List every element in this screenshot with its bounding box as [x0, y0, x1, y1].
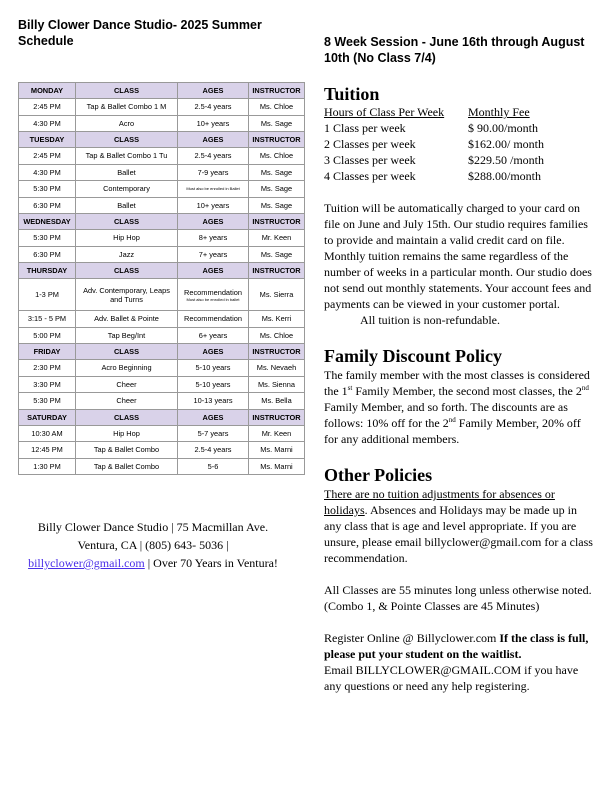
day-header-row [19, 409, 305, 425]
class-row [19, 327, 305, 344]
ages-value: 2.5-4 years [194, 102, 232, 112]
ages-column-header: AGES [178, 214, 249, 230]
class-row [19, 197, 305, 214]
studio-phone: Ventura, CA | (805) 643- 5036 | [77, 538, 229, 552]
instructor-name: Ms. Sage [249, 115, 305, 132]
class-ages [178, 246, 249, 263]
ages-value: 2.5-4 years [194, 151, 232, 161]
class-ages [178, 311, 249, 328]
contact-note: Email BILLYCLOWER@GMAIL.COM if you have any questions or need any help registering. [324, 663, 579, 693]
tuition-heading: Tuition [324, 84, 380, 104]
class-time: 2:45 PM [19, 148, 76, 165]
ages-value: 5-6 [207, 461, 219, 471]
instructor-name: Ms. Sage [249, 164, 305, 181]
fee-row: 4 Classes per week $288.00/month [324, 169, 542, 183]
class-ages [178, 425, 249, 442]
class-column-header: CLASS [76, 83, 178, 99]
other-policies-heading: Other Policies [324, 465, 433, 485]
class-row [19, 442, 305, 459]
class-name: Acro [76, 115, 178, 132]
class-name: Adv. Contemporary, Leaps and Turns [76, 279, 178, 311]
class-time: 3:30 PM [19, 376, 76, 393]
class-row [19, 230, 305, 247]
studio-contact [18, 518, 288, 572]
instructor-name: Ms. Marni [249, 442, 305, 459]
day-name: FRIDAY [19, 344, 76, 360]
class-ages [178, 327, 249, 344]
ages-value: 7-9 years [197, 167, 229, 177]
day-header-row [19, 83, 305, 99]
class-time: 3:15 - 5 PM [19, 311, 76, 328]
class-column-header: CLASS [76, 132, 178, 148]
schedule-table [18, 82, 305, 475]
studio-email-link[interactable]: billyclower@gmail.com [28, 556, 145, 570]
fee-table-header [324, 104, 544, 120]
class-name: Adv. Ballet & Pointe [76, 311, 178, 328]
class-ages [178, 279, 249, 311]
instructor-column-header: INSTRUCTOR [249, 132, 305, 148]
class-name: Tap & Ballet Combo 1 M [76, 99, 178, 116]
day-name: WEDNESDAY [19, 214, 76, 230]
ages-column-header: AGES [178, 83, 249, 99]
class-ages [178, 230, 249, 247]
class-time: 5:30 PM [19, 393, 76, 410]
class-name: Acro Beginning [76, 360, 178, 377]
class-row [19, 311, 305, 328]
class-time: 5:30 PM [19, 181, 76, 198]
class-row [19, 458, 305, 475]
class-name: Cheer [76, 393, 178, 410]
class-ages [178, 181, 249, 198]
class-row [19, 376, 305, 393]
page-title: Billy Clower Dance Studio- 2025 Summer Schedule [18, 18, 262, 48]
ages-value: 10+ years [196, 200, 230, 210]
ages-value: 7+ years [198, 249, 228, 259]
ages-value: 10+ years [196, 118, 230, 128]
instructor-column-header: INSTRUCTOR [249, 83, 305, 99]
class-row [19, 360, 305, 377]
day-header-row [19, 132, 305, 148]
class-name: Ballet [76, 164, 178, 181]
studio-address: Billy Clower Dance Studio | 75 Macmillan Ave. [37, 520, 269, 534]
day-name: TUESDAY [19, 132, 76, 148]
day-name: SATURDAY [19, 409, 76, 425]
tuition-nonrefundable: All tuition is non-refundable. [360, 313, 500, 327]
ages-column-header: AGES [178, 409, 249, 425]
class-ages [178, 115, 249, 132]
class-row [19, 99, 305, 116]
session-dates: 8 Week Session - June 16th through August 10th (No Class 7/4) [324, 35, 585, 65]
ages-value: Recommendation [184, 314, 242, 324]
class-row [19, 279, 305, 311]
instructor-column-header: INSTRUCTOR [249, 263, 305, 279]
day-header-row [19, 344, 305, 360]
class-time: 4:30 PM [19, 115, 76, 132]
class-row [19, 393, 305, 410]
class-name: Ballet [76, 197, 178, 214]
fee-column-header: Monthly Fee [468, 105, 530, 119]
class-time: 5:00 PM [19, 327, 76, 344]
enrollment-note: Must also be enrolled in ballet [186, 296, 240, 302]
instructor-name: Ms. Kerri [249, 311, 305, 328]
class-ages [178, 99, 249, 116]
tuition-fee-table [324, 104, 544, 184]
class-time: 2:30 PM [19, 360, 76, 377]
class-length-note: All Classes are 55 minutes long unless otherwise noted. (Combo 1, & Pointe Classes are 45 Minutes) [324, 583, 592, 613]
ages-value: 5-10 years [195, 363, 231, 373]
studio-tagline: | Over 70 Years in Ventura! [144, 556, 278, 570]
ages-column-header: AGES [178, 344, 249, 360]
instructor-name: Ms. Bella [249, 393, 305, 410]
instructor-name: Ms. Chloe [249, 327, 305, 344]
day-name: MONDAY [19, 83, 76, 99]
class-name: Tap & Ballet Combo 1 Tu [76, 148, 178, 165]
class-name: Cheer [76, 376, 178, 393]
instructor-column-header: INSTRUCTOR [249, 214, 305, 230]
class-column-header: CLASS [76, 263, 178, 279]
ages-column-header: AGES [178, 263, 249, 279]
class-row [19, 181, 305, 198]
instructor-name: Ms. Sienna [249, 376, 305, 393]
ages-value: 10-13 years [193, 396, 233, 406]
class-time: 1:30 PM [19, 458, 76, 475]
fee-row: 1 Class per week $ 90.00/month [324, 121, 539, 135]
instructor-column-header: INSTRUCTOR [249, 409, 305, 425]
class-ages [178, 442, 249, 459]
class-name: Tap & Ballet Combo [76, 458, 178, 475]
ages-column-header: AGES [178, 132, 249, 148]
studio-email-line [18, 554, 288, 572]
day-header-row [19, 214, 305, 230]
instructor-name: Ms. Sierra [249, 279, 305, 311]
class-time: 6:30 PM [19, 246, 76, 263]
fee-row: 3 Classes per week $229.50 /month [324, 153, 545, 167]
class-name: Hip Hop [76, 230, 178, 247]
class-ages [178, 393, 249, 410]
instructor-column-header: INSTRUCTOR [249, 344, 305, 360]
class-time: 6:30 PM [19, 197, 76, 214]
instructor-name: Ms. Chloe [249, 148, 305, 165]
ages-value: Recommendation [184, 287, 242, 297]
ages-value: 2.5-4 years [194, 445, 232, 455]
class-time: 1-3 PM [19, 279, 76, 311]
family-discount-heading: Family Discount Policy [324, 346, 502, 366]
instructor-name: Mr. Keen [249, 425, 305, 442]
class-column-header: CLASS [76, 344, 178, 360]
class-name: Tap Beg/Int [76, 327, 178, 344]
class-time: 12:45 PM [19, 442, 76, 459]
enrollment-note: Must also be enrolled in Ballet [186, 186, 240, 192]
instructor-name: Mr. Keen [249, 230, 305, 247]
class-row [19, 115, 305, 132]
family-discount-text: The family member with the most classes is considered the 1st Family Member, the second most classes, the 2nd Family Member, and so forth. The discounts are as follows: 10% off for the 2nd Family Member, 20% off for any additional members. [324, 368, 590, 446]
day-name: THURSDAY [19, 263, 76, 279]
instructor-name: Ms. Marni [249, 458, 305, 475]
absence-policy: There are no tuition adjustments for absences or holidays. Absences and Holidays may be made up in any class that is age and level appropriate. If you are unsure, please email billyclower@gmail.com for a class recommendation. [324, 487, 593, 565]
class-name: Hip Hop [76, 425, 178, 442]
class-time: 5:30 PM [19, 230, 76, 247]
class-time: 2:45 PM [19, 99, 76, 116]
class-time: 10:30 AM [19, 425, 76, 442]
tuition-paragraph: Tuition will be automatically charged to your card on file on June and July 15th. Our studio requires families to provide and maintain a valid credit card on file. Monthly tuition remains the same regardless of the number of weeks in a particular month. Our studio does not send out monthly statements. Your account fees and payments can be viewed in your customer portal. [324, 201, 592, 311]
instructor-name: Ms. Chloe [249, 99, 305, 116]
class-ages [178, 164, 249, 181]
class-row [19, 148, 305, 165]
class-row [19, 425, 305, 442]
instructor-name: Ms. Sage [249, 181, 305, 198]
class-name: Tap & Ballet Combo [76, 442, 178, 459]
fee-row: 2 Classes per week $162.00/ month [324, 137, 545, 151]
hours-column-header: Hours of Class Per Week [324, 105, 445, 119]
instructor-name: Ms. Nevaeh [249, 360, 305, 377]
class-name: Contemporary [76, 181, 178, 198]
day-header-row [19, 263, 305, 279]
ages-value: 6+ years [198, 330, 228, 340]
class-name: Jazz [76, 246, 178, 263]
ages-value: 8+ years [198, 233, 228, 243]
class-row [19, 246, 305, 263]
class-column-header: CLASS [76, 214, 178, 230]
instructor-name: Ms. Sage [249, 246, 305, 263]
class-column-header: CLASS [76, 409, 178, 425]
class-ages [178, 458, 249, 475]
class-row [19, 164, 305, 181]
ages-value: 5-7 years [197, 428, 229, 438]
class-ages [178, 197, 249, 214]
ages-value: 5-10 years [195, 379, 231, 389]
class-ages [178, 360, 249, 377]
class-ages [178, 376, 249, 393]
register-note: Register Online @ Billyclower.com If the class is full, please put your student on the waitlist. [324, 631, 589, 661]
class-time: 4:30 PM [19, 164, 76, 181]
class-ages [178, 148, 249, 165]
instructor-name: Ms. Sage [249, 197, 305, 214]
